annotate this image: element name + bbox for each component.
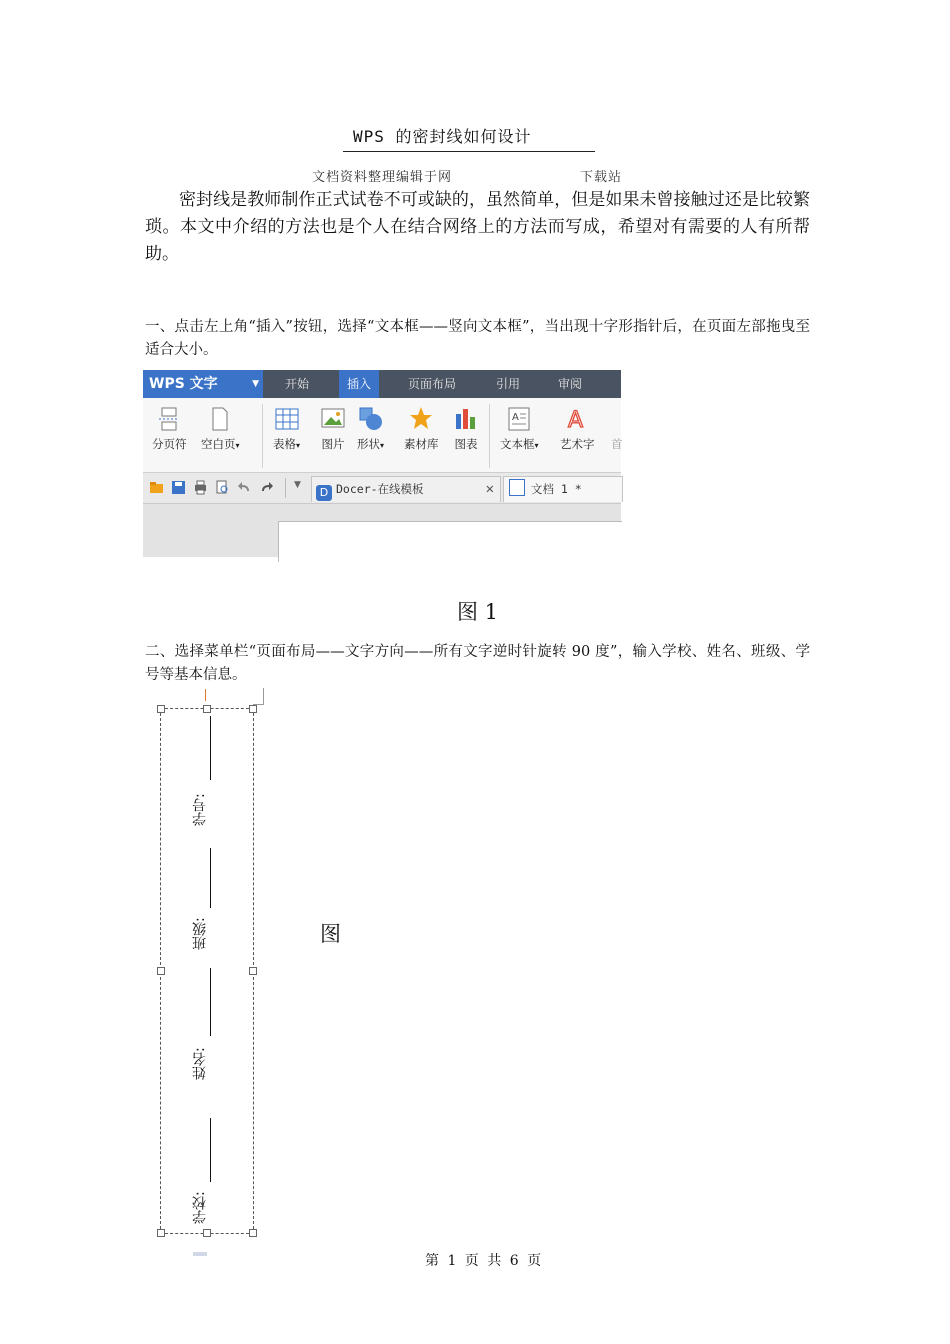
- undo-icon[interactable]: [238, 481, 251, 494]
- resize-handle[interactable]: [203, 705, 211, 713]
- resize-handle[interactable]: [157, 1229, 165, 1237]
- picture-icon: [321, 406, 345, 432]
- redo-icon[interactable]: [260, 481, 273, 494]
- blank-page-icon: [209, 406, 231, 432]
- table-button[interactable]: 表格▾: [273, 406, 300, 452]
- chart-label: 图表: [454, 437, 478, 451]
- resize-handle[interactable]: [249, 705, 257, 713]
- document-icon: [509, 479, 525, 496]
- quick-divider: [285, 478, 286, 498]
- resize-handle[interactable]: [203, 1229, 211, 1237]
- first-letter-button[interactable]: [611, 406, 623, 452]
- step-two-text: 二、选择菜单栏“页面布局——文字方向——所有文字逆时针旋转 90 度”，输入学校、姓名、班级、学号等基本信息。: [145, 644, 810, 683]
- label-name: 姓名:: [192, 1047, 208, 1081]
- resize-handle[interactable]: [249, 967, 257, 975]
- table-icon: [275, 406, 299, 432]
- tab-references[interactable]: 引用: [496, 377, 521, 391]
- seal-blank-line: [210, 1118, 211, 1182]
- page-footer: 第 1 页 共 6 页: [425, 1253, 544, 1269]
- first-letter-label: 首: [611, 437, 623, 451]
- subtitle-right: 下载站: [580, 170, 623, 185]
- blank-page-label: 空白页: [201, 437, 236, 451]
- title-underline: [343, 151, 595, 152]
- save-icon[interactable]: [172, 481, 185, 494]
- resize-handle[interactable]: [157, 705, 165, 713]
- textbox-icon: [507, 406, 531, 432]
- frame-corner: [253, 688, 264, 705]
- app-name: WPS 文字: [149, 376, 218, 392]
- document-tab-label: 文档 1 *: [531, 482, 582, 496]
- page-break-icon: [158, 406, 180, 432]
- quick-access-bar: [143, 473, 621, 504]
- customize-dropdown-icon[interactable]: ▼: [294, 480, 301, 490]
- tab-page-layout[interactable]: 页面布局: [408, 377, 457, 391]
- document-title: WPS 的密封线如何设计: [353, 127, 532, 146]
- resize-handle[interactable]: [249, 1229, 257, 1237]
- star-icon: [409, 406, 433, 432]
- picture-button[interactable]: [321, 406, 345, 452]
- figure-2-caption: 图: [320, 922, 341, 946]
- tab-start[interactable]: 开始: [285, 377, 310, 391]
- svg-text:A: A: [512, 412, 520, 423]
- label-school: 学校:: [192, 1191, 208, 1225]
- tab-review[interactable]: 审阅: [558, 377, 583, 391]
- material-library-button[interactable]: [404, 406, 439, 452]
- page-break-label: 分页符: [152, 437, 187, 451]
- label-class: 班级:: [192, 917, 208, 951]
- shape-icon: [359, 406, 383, 432]
- blank-page-button[interactable]: 空白页▾: [201, 406, 240, 452]
- close-icon[interactable]: ✕: [485, 481, 494, 497]
- material-library-label: 素材库: [404, 437, 439, 451]
- table-label: 表格: [273, 437, 296, 451]
- open-folder-icon[interactable]: [150, 481, 163, 494]
- tab-docer-template[interactable]: [311, 476, 501, 502]
- anchor-icon: [193, 1252, 207, 1256]
- picture-label: 图片: [321, 437, 345, 451]
- wordart-button[interactable]: [560, 406, 595, 452]
- chart-button[interactable]: [454, 406, 478, 452]
- step-one-text: 一、点击左上角“插入”按钮，选择“文本框——竖向文本框”，当出现十字形指针后，在页面左部拖曳至适合大小。: [145, 319, 810, 358]
- wordart-label: 艺术字: [560, 437, 595, 451]
- document-page: [278, 521, 622, 562]
- ribbon-divider: [262, 404, 263, 468]
- figure-1-caption: 图 1: [457, 600, 499, 624]
- wps-app-button[interactable]: [143, 370, 263, 398]
- wordart-icon: [565, 406, 589, 432]
- vertical-textbox[interactable]: [160, 708, 254, 1234]
- ribbon: [143, 398, 621, 473]
- seal-blank-line: [210, 716, 211, 780]
- tab-insert[interactable]: 插入: [339, 370, 379, 398]
- seal-blank-line: [210, 968, 211, 1036]
- ribbon-divider: [489, 404, 490, 468]
- textbox-button[interactable]: A 文本框▾: [500, 406, 539, 452]
- wps-toolbar-figure: [143, 370, 621, 557]
- chevron-down-icon: ▼: [252, 379, 259, 389]
- label-student-number: 学号:: [192, 793, 208, 827]
- print-icon[interactable]: [194, 481, 207, 494]
- print-preview-icon[interactable]: [216, 481, 229, 494]
- textbox-label: 文本框: [500, 437, 535, 451]
- resize-handle[interactable]: [157, 967, 165, 975]
- text-cursor-icon: [205, 689, 209, 701]
- chart-icon: [454, 406, 478, 432]
- tab-document-1[interactable]: [503, 476, 623, 502]
- shape-label: 形状: [357, 437, 380, 451]
- docer-logo-icon: D: [316, 485, 332, 501]
- menubar: [143, 370, 621, 398]
- svg-text:A: A: [568, 408, 584, 433]
- shape-button[interactable]: 形状▾: [357, 406, 384, 452]
- seal-blank-line: [210, 848, 211, 908]
- document-workspace: [143, 504, 621, 557]
- intro-paragraph: 密封线是教师制作正式试卷不可或缺的，虽然简单，但是如果未曾接触过还是比较繁琐。本文中介绍的方法也是个人在结合网络上的方法而写成，希望对有需要的人有所帮助。: [145, 190, 810, 264]
- subtitle-left: 文档资料整理编辑于网: [312, 170, 453, 185]
- docer-tab-label: Docer-在线模板: [336, 482, 424, 496]
- page-break-button[interactable]: [152, 406, 187, 452]
